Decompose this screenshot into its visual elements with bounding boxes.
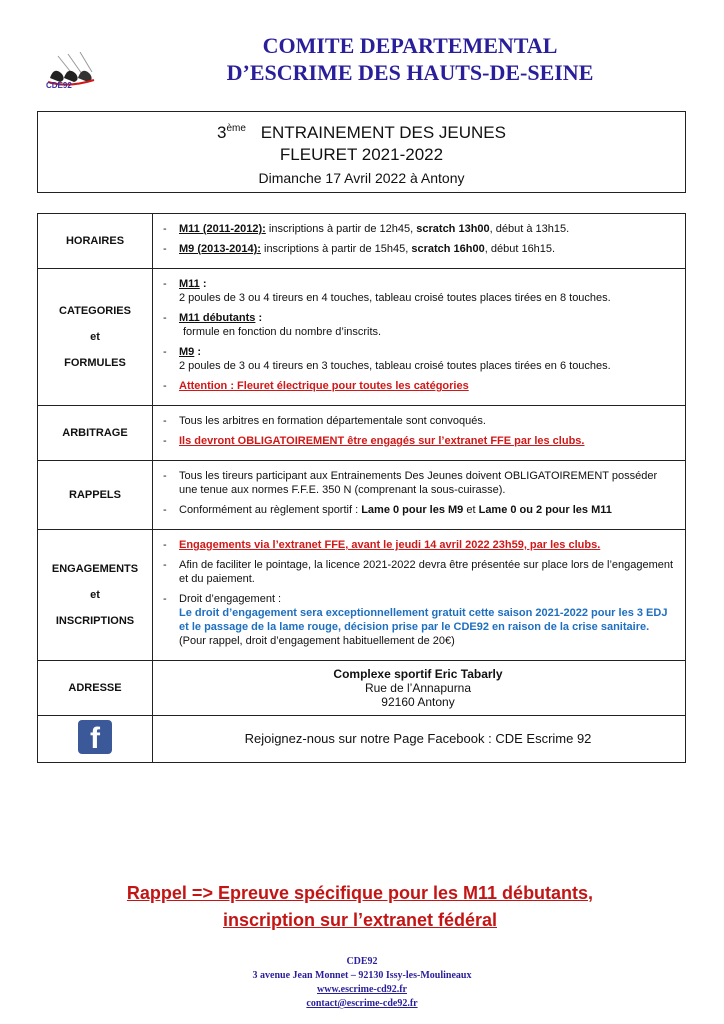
cat-m11: - M11 : 2 poules de 3 ou 4 tireurs en 4 touches, tableau croisé toutes places tirées en 8 touches. — [161, 277, 675, 305]
venue-street: Rue de l’Annapurna — [364, 681, 472, 695]
cat-attention: - Attention : Fleuret électrique pour toutes les catégories — [161, 379, 675, 393]
facebook-icon-cell — [38, 716, 153, 763]
row-arbitrage — [38, 406, 686, 461]
reminder-line2: inscription sur l’extranet fédéral — [222, 910, 498, 930]
event-subtitle: FLEURET 2021-2022 — [279, 145, 444, 164]
event-ordinal-sup: ème — [226, 123, 246, 134]
arbitrage-line1: - Tous les arbitres en formation départementale sont convoqués. — [161, 414, 675, 428]
content-arbitrage — [153, 406, 686, 461]
arbitrage-line2: - Ils devront OBLIGATOIREMENT être engagés sur l’extranet FFE par les clubs. — [161, 434, 675, 448]
rappels-line1: - Tous les tireurs participant aux Entrainements Des Jeunes doivent OBLIGATOIREMENT posséder une tenue aux normes F.F.E. 350 N (comprenant la sous-cuirasse). — [161, 469, 675, 497]
label-adresse: ADRESSE — [38, 661, 153, 716]
row-horaires — [38, 214, 686, 269]
reminder-line1: Rappel => Epreuve spécifique pour les M11 débutants, — [126, 883, 594, 903]
horaires-m9: - M9 (2013-2014): inscriptions à partir de 15h45, scratch 16h00, début 16h15. — [161, 242, 675, 256]
event-date: Dimanche 17 Avril 2022 à Antony — [258, 170, 465, 186]
venue-city: 92160 Antony — [381, 695, 455, 709]
event-title-line — [38, 118, 685, 144]
org-title-line1: COMITE DEPARTEMENTAL — [262, 33, 558, 58]
footer-website-link[interactable]: www.escrime-cd92.fr — [317, 984, 407, 995]
engagements-line2: - Afin de faciliter le pointage, la licence 2021-2022 devra être présentée sur place lors de l’engagement et du paiement. — [161, 558, 675, 586]
content-categories — [153, 269, 686, 406]
label-arbitrage: ARBITRAGE — [38, 406, 153, 461]
content-horaires — [153, 214, 686, 269]
reminder-notice — [60, 880, 660, 934]
footer-name: CDE92 — [346, 956, 378, 967]
row-rappels — [38, 461, 686, 530]
footer — [140, 955, 584, 1011]
facebook-icon[interactable]: f — [78, 720, 112, 754]
footer-email-link[interactable]: contact@escrime-cde92.fr — [306, 998, 418, 1009]
event-title: ENTRAINEMENT DES JEUNES — [260, 123, 506, 142]
cat-m11-debutants: - M11 débutants : formule en fonction du nombre d’inscrits. — [161, 311, 675, 339]
content-engagements — [153, 530, 686, 661]
content-adresse — [153, 661, 686, 716]
cat-m9: - M9 : 2 poules de 3 ou 4 tireurs en 3 touches, tableau croisé toutes places tirées en 6 touches. — [161, 345, 675, 373]
event-ordinal: 3 — [217, 123, 227, 142]
row-engagements — [38, 530, 686, 661]
cde92-logo — [38, 52, 102, 100]
content-rappels — [153, 461, 686, 530]
info-table — [37, 213, 686, 763]
label-rappels: RAPPELS — [38, 461, 153, 530]
horaires-m11: - M11 (2011-2012): inscriptions à partir de 12h45, scratch 13h00, début à 13h15. — [161, 222, 675, 236]
engagements-line1: - Engagements via l’extranet FFE, avant le jeudi 14 avril 2022 23h59, par les clubs. — [161, 538, 675, 552]
row-categories — [38, 269, 686, 406]
label-horaires: HORAIRES — [38, 214, 153, 269]
row-facebook — [38, 716, 686, 763]
logo-text: CDE92 — [46, 81, 72, 90]
engagements-line3: - Droit d’engagement : Le droit d’engagement sera exceptionnellement gratuit cette saison 2021-2022 pour les 3 EDJ et le passage de la lame rouge, décision prise par le CDE92 en raison de la crise sanitaire. (Pour rappel, droit d’engagement habituellement de 20€) — [161, 592, 675, 648]
rappels-line2: - Conformément au règlement sportif : Lame 0 pour les M9 et Lame 0 ou 2 pour les M11 — [161, 503, 675, 517]
org-title-line2: D’ESCRIME DES HAUTS-DE-SEINE — [226, 60, 594, 85]
facebook-link-text: Rejoignez-nous sur notre Page Facebook : CDE Escrime 92 — [153, 716, 686, 763]
label-engagements: ENGAGEMENTS et INSCRIPTIONS — [38, 530, 153, 661]
venue-name: Complexe sportif Eric Tabarly — [333, 667, 503, 681]
organization-title — [150, 32, 670, 86]
row-adresse — [38, 661, 686, 716]
footer-address: 3 avenue Jean Monnet – 92130 Issy-les-Moulineaux — [252, 970, 472, 981]
event-header-box — [37, 111, 686, 193]
label-categories: CATEGORIES et FORMULES — [38, 269, 153, 406]
